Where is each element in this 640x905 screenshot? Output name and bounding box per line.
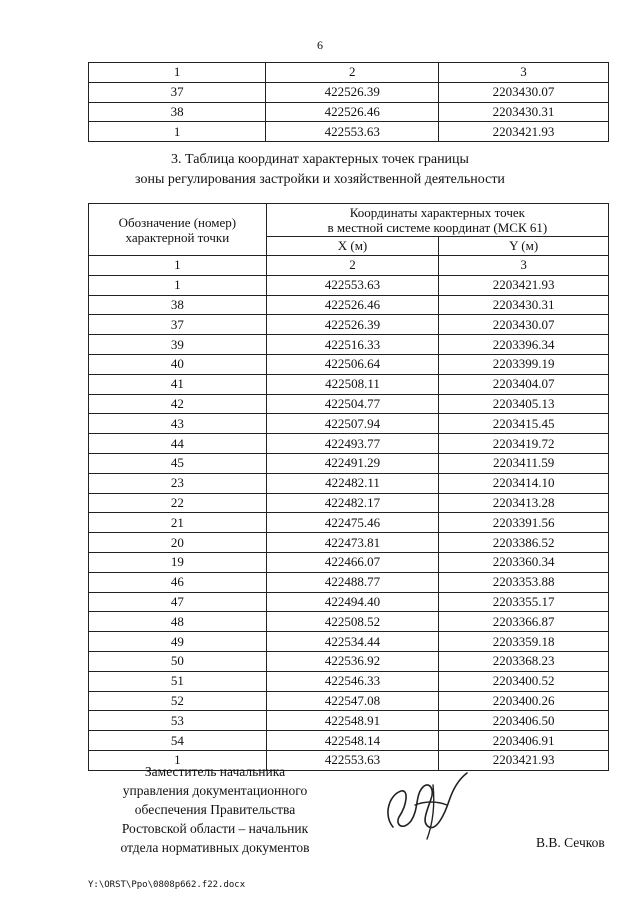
point-number-cell: 51	[89, 671, 267, 691]
point-number-cell: 47	[89, 592, 267, 612]
y-coordinate-cell: 2203430.31	[439, 102, 609, 122]
column-number-2: 2	[266, 256, 439, 276]
point-number-cell: 20	[89, 533, 267, 553]
y-coordinate-cell: 2203359.18	[439, 632, 609, 652]
signatory-title-line: отдела нормативных документов	[120, 840, 310, 855]
signatory-name: В.В. Сечков	[536, 835, 605, 850]
table-row	[89, 82, 609, 102]
column-number-row	[89, 63, 609, 83]
y-coordinate-cell: 2203413.28	[439, 493, 609, 513]
y-coordinate-cell: 2203366.87	[439, 612, 609, 632]
point-number-cell: 42	[89, 394, 267, 414]
table-row	[89, 102, 609, 122]
table-row	[89, 592, 609, 612]
handwritten-signature	[375, 765, 475, 845]
point-number-cell: 44	[89, 434, 267, 454]
y-coordinate-cell: 2203414.10	[439, 473, 609, 493]
y-coordinate-cell: 2203391.56	[439, 513, 609, 533]
table-row	[89, 414, 609, 434]
point-number-cell: 1	[89, 275, 267, 295]
y-coordinate-cell: 2203430.31	[439, 295, 609, 315]
x-coordinate-cell: 422516.33	[266, 335, 439, 355]
column-number-row	[89, 256, 609, 276]
x-coordinate-cell: 422546.33	[266, 671, 439, 691]
point-designation-header-line-1: Обозначение (номер)	[118, 214, 237, 230]
y-coordinate-cell: 2203411.59	[439, 453, 609, 473]
point-number-cell: 38	[89, 102, 266, 122]
table-row	[89, 612, 609, 632]
x-header: X (м)	[266, 237, 439, 256]
table-row	[89, 632, 609, 652]
x-coordinate-cell: 422506.64	[266, 354, 439, 374]
table-row	[89, 691, 609, 711]
y-coordinate-cell: 2203406.91	[439, 731, 609, 751]
y-header: Y (м)	[439, 237, 609, 256]
point-number-cell: 1	[89, 750, 267, 770]
point-number-cell: 19	[89, 552, 267, 572]
x-coordinate-cell: 422507.94	[266, 414, 439, 434]
table-row	[89, 671, 609, 691]
table-row	[89, 513, 609, 533]
main-table-body	[89, 204, 609, 771]
signatory-title	[112, 762, 318, 857]
table-row	[89, 275, 609, 295]
column-number-1: 1	[89, 63, 266, 83]
point-number-cell: 38	[89, 295, 267, 315]
y-coordinate-cell: 2203386.52	[439, 533, 609, 553]
point-number-cell: 52	[89, 691, 267, 711]
coordinates-header-line-2: в местной системе координат (МСК 61)	[327, 220, 548, 235]
point-number-cell: 45	[89, 453, 267, 473]
table-row	[89, 711, 609, 731]
signatory-title-line: управления документационного	[122, 783, 308, 798]
point-number-cell: 39	[89, 335, 267, 355]
y-coordinate-cell: 2203421.93	[439, 750, 609, 770]
table-row	[89, 473, 609, 493]
x-coordinate-cell: 422482.17	[266, 493, 439, 513]
table-row	[89, 374, 609, 394]
y-coordinate-cell: 2203406.50	[439, 711, 609, 731]
point-number-cell: 53	[89, 711, 267, 731]
y-coordinate-cell: 2203404.07	[439, 374, 609, 394]
x-coordinate-cell: 422547.08	[266, 691, 439, 711]
point-number-cell: 43	[89, 414, 267, 434]
y-coordinate-cell: 2203400.26	[439, 691, 609, 711]
point-number-cell: 37	[89, 315, 267, 335]
x-coordinate-cell: 422553.63	[266, 750, 439, 770]
point-number-cell: 46	[89, 572, 267, 592]
x-coordinate-cell: 422508.11	[266, 374, 439, 394]
caption-line-2: зоны регулирования застройки и хозяйственной деятельности	[135, 172, 505, 187]
y-coordinate-cell: 2203353.88	[439, 572, 609, 592]
table-row	[89, 552, 609, 572]
table-row	[89, 493, 609, 513]
point-designation-header-line-2: характерной точки	[125, 229, 230, 245]
x-coordinate-cell: 422488.77	[266, 572, 439, 592]
x-coordinate-cell: 422504.77	[266, 394, 439, 414]
point-number-cell: 48	[89, 612, 267, 632]
table-row	[89, 315, 609, 335]
table-row	[89, 394, 609, 414]
continued-table-body	[89, 63, 609, 142]
column-number-1: 1	[89, 256, 267, 276]
x-coordinate-cell: 422536.92	[266, 651, 439, 671]
y-coordinate-cell: 2203396.34	[439, 335, 609, 355]
point-number-cell: 54	[89, 731, 267, 751]
y-coordinate-cell: 2203430.07	[439, 82, 609, 102]
signatory-title-line: Ростовской области – начальник	[121, 821, 309, 836]
y-coordinate-cell: 2203399.19	[439, 354, 609, 374]
coordinates-header	[266, 204, 608, 237]
zone-boundary-coordinates-table	[88, 203, 609, 771]
point-number-cell: 37	[89, 82, 266, 102]
y-coordinate-cell: 2203415.45	[439, 414, 609, 434]
file-path: Y:\ORST\Ppo\0808p662.f22.docx	[88, 880, 246, 890]
caption-line-1: 3. Таблица координат характерных точек границы	[171, 152, 469, 167]
column-number-2: 2	[266, 63, 439, 83]
x-coordinate-cell: 422526.46	[266, 295, 439, 315]
table-row	[89, 122, 609, 142]
column-number-3: 3	[439, 63, 609, 83]
table-row	[89, 354, 609, 374]
point-number-cell: 41	[89, 374, 267, 394]
table-row	[89, 335, 609, 355]
x-coordinate-cell: 422526.46	[266, 102, 439, 122]
y-coordinate-cell: 2203421.93	[439, 275, 609, 295]
point-number-cell: 1	[89, 122, 266, 142]
y-coordinate-cell: 2203421.93	[439, 122, 609, 142]
x-coordinate-cell: 422548.14	[266, 731, 439, 751]
point-number-cell: 22	[89, 493, 267, 513]
point-number-cell: 23	[89, 473, 267, 493]
point-number-cell: 40	[89, 354, 267, 374]
y-coordinate-cell: 2203355.17	[439, 592, 609, 612]
y-coordinate-cell: 2203360.34	[439, 552, 609, 572]
table-row	[89, 533, 609, 553]
column-number-3: 3	[439, 256, 609, 276]
table-row	[89, 731, 609, 751]
table-row	[89, 572, 609, 592]
y-coordinate-cell: 2203368.23	[439, 651, 609, 671]
y-coordinate-cell: 2203405.13	[439, 394, 609, 414]
signatory-title-line: Заместитель начальника	[144, 764, 286, 779]
x-coordinate-cell: 422482.11	[266, 473, 439, 493]
x-coordinate-cell: 422466.07	[266, 552, 439, 572]
page-number: 6	[317, 38, 323, 52]
x-coordinate-cell: 422473.81	[266, 533, 439, 553]
x-coordinate-cell: 422493.77	[266, 434, 439, 454]
x-coordinate-cell: 422494.40	[266, 592, 439, 612]
x-coordinate-cell: 422548.91	[266, 711, 439, 731]
point-number-cell: 49	[89, 632, 267, 652]
point-designation-header	[89, 204, 267, 256]
coordinates-header-line-1: Координаты характерных точек	[349, 205, 525, 220]
x-coordinate-cell: 422553.63	[266, 275, 439, 295]
y-coordinate-cell: 2203400.52	[439, 671, 609, 691]
y-coordinate-cell: 2203419.72	[439, 434, 609, 454]
x-coordinate-cell: 422534.44	[266, 632, 439, 652]
header-row	[89, 204, 609, 237]
x-coordinate-cell: 422475.46	[266, 513, 439, 533]
table-row	[89, 651, 609, 671]
point-number-cell: 21	[89, 513, 267, 533]
table-row	[89, 295, 609, 315]
table-row	[89, 434, 609, 454]
table-caption	[0, 150, 640, 190]
x-coordinate-cell: 422526.39	[266, 82, 439, 102]
table-row	[89, 453, 609, 473]
point-number-cell: 50	[89, 651, 267, 671]
x-coordinate-cell: 422526.39	[266, 315, 439, 335]
x-coordinate-cell: 422553.63	[266, 122, 439, 142]
x-coordinate-cell: 422491.29	[266, 453, 439, 473]
y-coordinate-cell: 2203430.07	[439, 315, 609, 335]
signatory-title-line: обеспечения Правительства	[134, 802, 296, 817]
continued-coordinates-table	[88, 62, 609, 142]
x-coordinate-cell: 422508.52	[266, 612, 439, 632]
